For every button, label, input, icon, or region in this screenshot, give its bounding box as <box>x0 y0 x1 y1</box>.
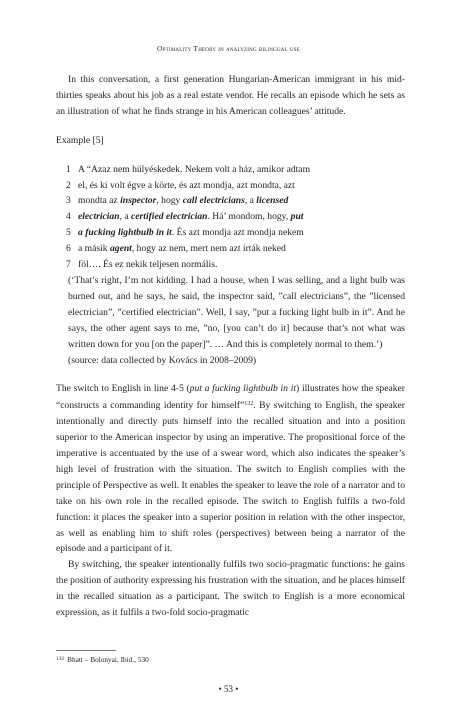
paragraph-analysis-pre: The switch to English in line 4-5 ( <box>56 383 190 395</box>
transcript-line <box>66 178 405 194</box>
paragraph-conclusion: By switching, the speaker intentionally fulfils two socio-pragmatic functions: he gains the position of authority expressing his frustration with the situation, and he places himself in the recalled situation as a participant. The switch to English is a more economical expression, as it fulfils a two-fold socio-pragmatic <box>56 559 405 619</box>
paragraph-analysis <box>56 381 405 557</box>
english-switch: inspector <box>120 195 157 207</box>
english-switch: agent <box>109 243 132 255</box>
line-number: 6 <box>66 243 71 255</box>
footnote-number: 132 <box>56 656 65 662</box>
english-switch: a fucking lightbulb in it <box>78 227 172 239</box>
english-switch: electrician <box>78 211 120 223</box>
example-label: Example [5] <box>56 134 104 146</box>
paragraph-analysis-post: . By switching to English, the speaker intentionally and directly puts himself into the recalled situation and into a position superior to the American inspector by using an imperative. The propositional force of the imperative is accentuated by the use of a swear word, which also indicates the speaker’s high level of frustration with the situation. The switch to English complies with the principle of Perspective as well. It enables the speaker to leave the role of a narrator and to take on his own role in the recalled episode. The switch to English fulfils a two-fold function: it places the speaker into a superior position in relation with the other inspector, as well as enabling him to shift roles (perspectives) between being a narrator of the episode and a participant of it. <box>56 400 405 555</box>
footnote-reference[interactable]: 132 <box>244 401 254 408</box>
body-text <box>56 72 405 621</box>
paragraph-analysis-mid: ) illustrates how the speaker “constructs a commanding identity for himself” <box>56 383 405 412</box>
hungarian-text: A “Azaz nem hülyéskedek. Nekem volt a ház, amikor adtam <box>78 163 311 175</box>
transcript-line <box>66 209 405 225</box>
hungarian-text: , hogy az nem, mert nem azt írták neked <box>131 243 286 255</box>
line-number: 1 <box>66 163 71 175</box>
line-number: 5 <box>66 227 71 239</box>
line-text <box>78 209 303 225</box>
hungarian-text: , a <box>119 211 132 223</box>
hungarian-text: . És azt mondja azt mondja nekem <box>171 227 304 239</box>
line-text <box>78 257 217 273</box>
running-head: Optimality Theory in analyzing bilingual use <box>156 44 301 53</box>
transcript-line <box>66 193 405 209</box>
english-switch: put <box>290 211 304 223</box>
paragraph-analysis-italic: put a fucking lightbulb in it <box>189 383 297 395</box>
line-number: 7 <box>66 259 71 271</box>
line-text <box>78 178 295 194</box>
hungarian-text: föl…. És ez nekik teljesen normális. <box>78 259 218 271</box>
english-switch: call electricians <box>182 195 245 207</box>
example-translation: (‘That’s right, I’m not kidding. I had a house, when I was selling, and a light bulb was burned out, and he says, he said, the inspector said, ”call electricians”, the ”licensed electrician”, ”certified electrician”. Well, I say, ”put a fucking light bulb in it”. And he says, the other agent says to me, ”no, [you can’t do it] because that’s not what was written down for you [on the paper]”. … And this is completely normal to them.’) <box>68 274 405 350</box>
hungarian-text: el, és ki volt égve a körte, és azt mondja, azt mondta, azt <box>78 179 295 191</box>
footnote-text: Bhatt – Bolonyai, Ibid., 530 <box>67 655 149 664</box>
transcript-line <box>66 257 405 273</box>
transcript-line <box>66 225 405 241</box>
line-number: 2 <box>66 179 71 191</box>
line-text <box>78 193 288 209</box>
english-switch: licensed <box>256 195 289 207</box>
transcript-line <box>66 241 405 257</box>
hungarian-text: , hogy <box>156 195 183 207</box>
line-number: 3 <box>66 195 71 207</box>
footnote <box>56 655 149 664</box>
example-transcript <box>66 162 405 273</box>
intro-paragraph: In this conversation, a first generation Hungarian-American immigrant in his mid-thirties speaks about his job as a real estate vendor. He recalls an episode which he sets as an illustration of what he finds strange in his American colleagues’ attitude. <box>56 74 405 117</box>
example-source: (source: data collected by Kovács in 2008–2009) <box>68 354 257 366</box>
hungarian-text: mondta az <box>78 195 121 207</box>
footnote-divider <box>56 650 116 651</box>
page-number: • 53 • <box>218 684 239 694</box>
english-switch: certified electrician <box>131 211 208 223</box>
line-text <box>78 225 304 241</box>
line-text <box>78 162 310 178</box>
hungarian-text: . Há’ mondom, hogy, <box>207 211 291 223</box>
hungarian-text: , a <box>244 195 257 207</box>
hungarian-text: a másik <box>78 243 110 255</box>
line-text <box>78 241 286 257</box>
line-number: 4 <box>66 211 71 223</box>
transcript-line <box>66 162 405 178</box>
